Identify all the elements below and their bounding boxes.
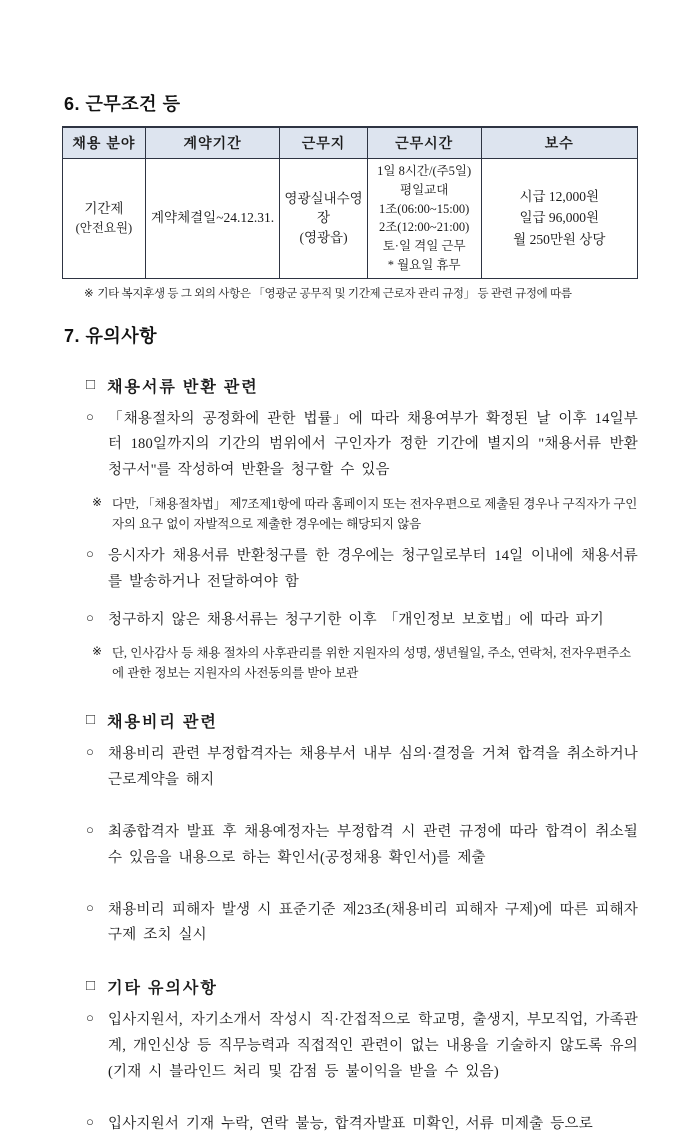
cell-contract-period <box>145 159 280 279</box>
work-hours-line: 토·일 격일 근무 <box>382 239 466 253</box>
spacer <box>62 806 638 820</box>
list-item <box>86 742 638 794</box>
recruit-field-type: 기간제 <box>84 201 124 217</box>
reference-mark-icon: ※ <box>84 287 94 300</box>
table-header-row <box>63 127 638 159</box>
pay-line: 시급 12,000원 <box>519 188 600 204</box>
table-footnote-text: 기타 복지후생 등 그 외의 사항은 「영광군 공무직 및 기간제 근로자 관리 규정」 등 관련 규정에 따름 <box>97 287 572 300</box>
checkbox-icon: □ <box>86 376 98 393</box>
list-item <box>86 1112 638 1137</box>
list-item <box>86 407 638 484</box>
cell-work-place <box>280 159 367 279</box>
circle-bullet-icon: ○ <box>86 545 94 561</box>
work-conditions-table <box>62 126 638 279</box>
circle-bullet-icon: ○ <box>86 1113 94 1129</box>
list-item-note <box>92 494 638 534</box>
work-hours-line: 1조(06:00~15:00) <box>378 201 470 216</box>
circle-bullet-icon: ○ <box>86 744 94 760</box>
group-title-recruitment-corruption <box>86 709 638 732</box>
list-item-text: 입사지원서 기재 누락, 연락 불능, 합격자발표 미확인, 서류 미제출 등으로 <box>108 1115 593 1132</box>
list-item <box>86 820 638 872</box>
header-pay: 보수 <box>481 127 637 159</box>
cell-pay <box>481 159 637 279</box>
group-title-text: 채용비리 관련 <box>107 714 218 732</box>
work-hours-line: 2조(12:00~21:00) <box>378 220 470 235</box>
list-item-note <box>92 643 638 683</box>
work-place-town: (영광읍) <box>299 230 348 246</box>
note-text: 다만, 「채용절차법」 제7조제1항에 따라 홈페이지 또는 전자우편으로 제출된 경우나 구직자가 구인자의 요구 없이 자발적으로 제출한 경우에는 해당되지 않음 <box>112 496 638 531</box>
circle-bullet-icon: ○ <box>86 899 94 915</box>
list-item <box>86 544 638 596</box>
checkbox-icon: □ <box>86 712 98 729</box>
header-work-hours: 근무시간 <box>367 127 481 159</box>
list-item-text: 최종합격자 발표 후 채용예정자는 부정합격 시 관련 규정에 따라 합격이 취소될 수 있음을 내용으로 하는 확인서(공정채용 확인서)를 제출 <box>108 823 638 866</box>
list-item-text: 채용비리 관련 부정합격자는 채용부서 내부 심의·결정을 거쳐 합격을 취소하거나 근로계약을 해지 <box>108 746 638 789</box>
list-item-text: 응시자가 채용서류 반환청구를 한 경우에는 청구일로부터 14일 이내에 채용서류를 발송하거나 전달하여야 함 <box>108 547 638 590</box>
table-row <box>63 159 638 279</box>
list-item-text: 청구하지 않은 채용서류는 청구기한 이후 「개인정보 보호법」에 따라 파기 <box>108 611 605 628</box>
pay-line: 월 250만원 상당 <box>513 232 606 248</box>
circle-bullet-icon: ○ <box>86 408 94 424</box>
checkbox-icon: □ <box>86 978 98 995</box>
work-hours-line: 1일 8시간/(주5일) <box>377 164 472 178</box>
work-hours-line: * 월요일 휴무 <box>387 257 461 272</box>
group-title-other-notes <box>86 975 638 998</box>
list-item-text: 입사지원서, 자기소개서 작성시 직·간접적으로 학교명, 출생지, 부모직업, 가족관계, 개인신상 등 직무능력과 직접적인 관련이 없는 내용을 기술하지 않도록 유의(기재 시 블라인드 처리 및 감점 등 불이익을 받을 수 있음) <box>108 1012 638 1080</box>
recruit-field-role: (안전요원) <box>75 220 133 235</box>
table-footnote <box>84 286 638 302</box>
reference-mark-icon: ※ <box>92 644 103 659</box>
cell-work-hours <box>367 159 481 279</box>
list-item <box>86 898 638 950</box>
cell-recruit-field <box>63 159 146 279</box>
section-7-heading: 7. 유의사항 <box>64 325 158 346</box>
note-text: 단, 인사감사 등 채용 절차의 사후관리를 위한 지원자의 성명, 생년월일, 주소, 연락처, 전자우편주소에 관한 정보는 지원자의 사전동의를 받아 보관 <box>112 646 631 681</box>
work-hours-line: 평일교대 <box>400 182 449 197</box>
list-item <box>86 1008 638 1085</box>
spacer <box>62 1098 638 1112</box>
work-place-name: 영광실내수영장 <box>284 190 363 226</box>
group-title-document-return <box>86 374 638 397</box>
header-contract-period: 계약기간 <box>145 127 280 159</box>
circle-bullet-icon: ○ <box>86 609 94 625</box>
spacer <box>62 884 638 898</box>
circle-bullet-icon: ○ <box>86 1010 94 1026</box>
circle-bullet-icon: ○ <box>86 821 94 837</box>
section-6-heading: 6. 근무조건 등 <box>64 94 181 114</box>
header-work-place: 근무지 <box>280 127 367 159</box>
list-item-text: 「채용절차의 공정화에 관한 법률」에 따라 채용여부가 확정된 날 이후 14일부터 180일까지의 기간의 범위에서 구인자가 정한 기간에 별지의 "채용서류 반환청구서"를 작성하여 반환을 청구할 수 있음 <box>108 410 638 479</box>
header-recruit-field: 채용 분야 <box>63 127 146 159</box>
group-title-text: 채용서류 반환 관련 <box>107 378 259 396</box>
list-item-text: 채용비리 피해자 발생 시 표준기준 제23조(채용비리 피해자 구제)에 따른 피해자 구제 조치 실시 <box>108 901 638 944</box>
group-title-text: 기타 유의사항 <box>107 980 218 998</box>
reference-mark-icon: ※ <box>92 494 103 509</box>
pay-line: 일급 96,000원 <box>519 210 600 226</box>
list-item <box>86 608 638 634</box>
contract-period-value: 계약체결일~24.12.31. <box>151 210 275 226</box>
